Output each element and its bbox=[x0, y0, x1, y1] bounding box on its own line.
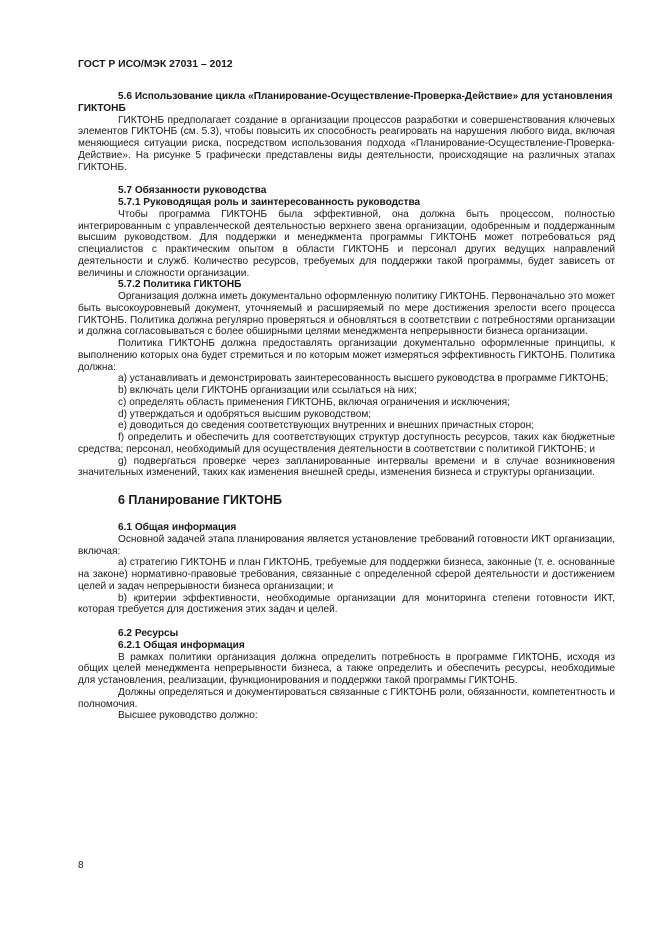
list-item: g) подвергаться проверке через запланированные интервалы времени и в случае возникновения значительных изменений, таких как изменения внешней среды, изменения бизнеса и структуры организации. bbox=[78, 455, 615, 479]
list-item: e) доводиться до сведения соответствующих внутренних и внешних причастных сторон; bbox=[118, 420, 535, 432]
list-item: a) стратегию ГИКТОНБ и план ГИКТОНБ, требуемые для поддержки бизнеса, законные (т. е. основанные на законе) нормативно-правовые требования, связанные с определенной сферой деятельности и достижением целей и задач непрерывности бизнеса организации; и bbox=[78, 557, 615, 592]
section-6-2-title: 6.2 Ресурсы bbox=[118, 628, 179, 639]
section-6-1-title: 6.1 Общая информация bbox=[118, 522, 237, 533]
list-item: b) включать цели ГИКТОНБ организации или ссылаться на них; bbox=[118, 385, 417, 396]
section-5-7-2-paragraph-2: Политика ГИКТОНБ должна предоставлять организации документально оформленные принципы, к выполнению которых она будет стремиться и по которым может измеряться эффективность ГИКТОНБ. Политика должна: bbox=[78, 338, 615, 373]
list-item: b) критерии эффективности, необходимые организации для мониторинга степени готовности ИКТ, которая требуется для достижения этих задач и целей. bbox=[78, 592, 615, 616]
section-5-6-paragraph: ГИКТОНБ предполагает создание в организации процессов разработки и совершенствования ключевых элементов ГИКТОНБ (см. 5.3), чтобы повысить их способность реагировать на нарушения любого вида, включая меняющиеся ситуации риска, посредством использования подхода «Планирование-Осуществление-Проверка-Действие». На рисунке 5 графически представлены виды деятельности, происходящие на различных этапах ГИКТОНБ. bbox=[78, 114, 615, 173]
section-5-7-1-title: 5.7.1 Руководящая роль и заинтересованность руководства bbox=[118, 197, 421, 208]
section-5-7-1-paragraph: Чтобы программа ГИКТОНБ была эффективной, она должна быть процессом, полностью интегрированным с управленческой деятельностью верхнего звена организации, одобренным и поддержанным высшим руководством. Для поддержки и менеджмента программы ГИКТОНБ может потребоваться ряд специалистов с практическим опытом в области ГИКТОНБ и персонал других ведущих направлений деятельности и служб. Количество ресурсов, требуемых для поддержки такой программы, будет зависеть от величины и сложности организации. bbox=[78, 208, 615, 279]
list-item: c) определять область применения ГИКТОНБ, включая ограничения и исключения; bbox=[118, 396, 510, 408]
chapter-6-title: 6 Планирование ГИКТОНБ bbox=[118, 493, 283, 507]
list-item: a) устанавливать и демонстрировать заинтересованность высшего руководства в программе ГИКТОНБ; bbox=[118, 373, 609, 385]
document-header: ГОСТ Р ИСО/МЭК 27031 – 2012 bbox=[78, 59, 233, 70]
section-5-7-2-paragraph-1: Организация должна иметь документально оформленную политику ГИКТОНБ. Первоначально это может быть высокоуровневый документ, уточняемый и расширяемый по мере достижения зрелости всего процесса ГИКТОНБ. Политика должна регулярно проверяться и обновляться в соответствии с потребностями организации и должна согласовываться с более обширными целями менеджмента непрерывности бизнеса организации. bbox=[78, 291, 615, 338]
page-number: 8 bbox=[78, 860, 84, 871]
section-6-2-1-paragraph-3: Высшее руководство должно: bbox=[118, 710, 258, 722]
section-5-6-title: 5.6 Использование цикла «Планирование-Осуществление-Проверка-Действие» для установления ГИКТОНБ bbox=[78, 91, 613, 114]
list-item: d) утверждаться и одобряться высшим руководством; bbox=[118, 408, 372, 420]
section-6-2-1-paragraph-1: В рамках политики организация должна определить потребность в программе ГИКТОНБ, исходя из общих целей менеджмента непрерывности бизнеса, а также определить и обеспечить ресурсы, необходимые для установления, реализации, функционирования и поддержки такой программы ГИКТОНБ. bbox=[78, 651, 615, 686]
section-5-7-2-title: 5.7.2 Политика ГИКТОНБ bbox=[118, 279, 242, 291]
section-5-7-title: 5.7 Обязанности руководства bbox=[118, 185, 267, 197]
section-6-2-1-title: 6.2.1 Общая информация bbox=[118, 639, 245, 651]
list-item: f) определить и обеспечить для соответствующих структур доступность ресурсов, таких как бюджетные средства; персонал, необходимый для осуществления деятельности в соответствии с политикой ГИКТОНБ; и bbox=[78, 432, 615, 455]
section-6-1-paragraph: Основной задачей этапа планирования является установление требований готовности ИКТ организации, включая: bbox=[78, 533, 615, 557]
document-page bbox=[78, 58, 615, 722]
section-6-2-1-paragraph-2: Должны определяться и документироваться связанные с ГИКТОНБ роли, обязанности, компетентность и полномочия. bbox=[78, 686, 615, 710]
